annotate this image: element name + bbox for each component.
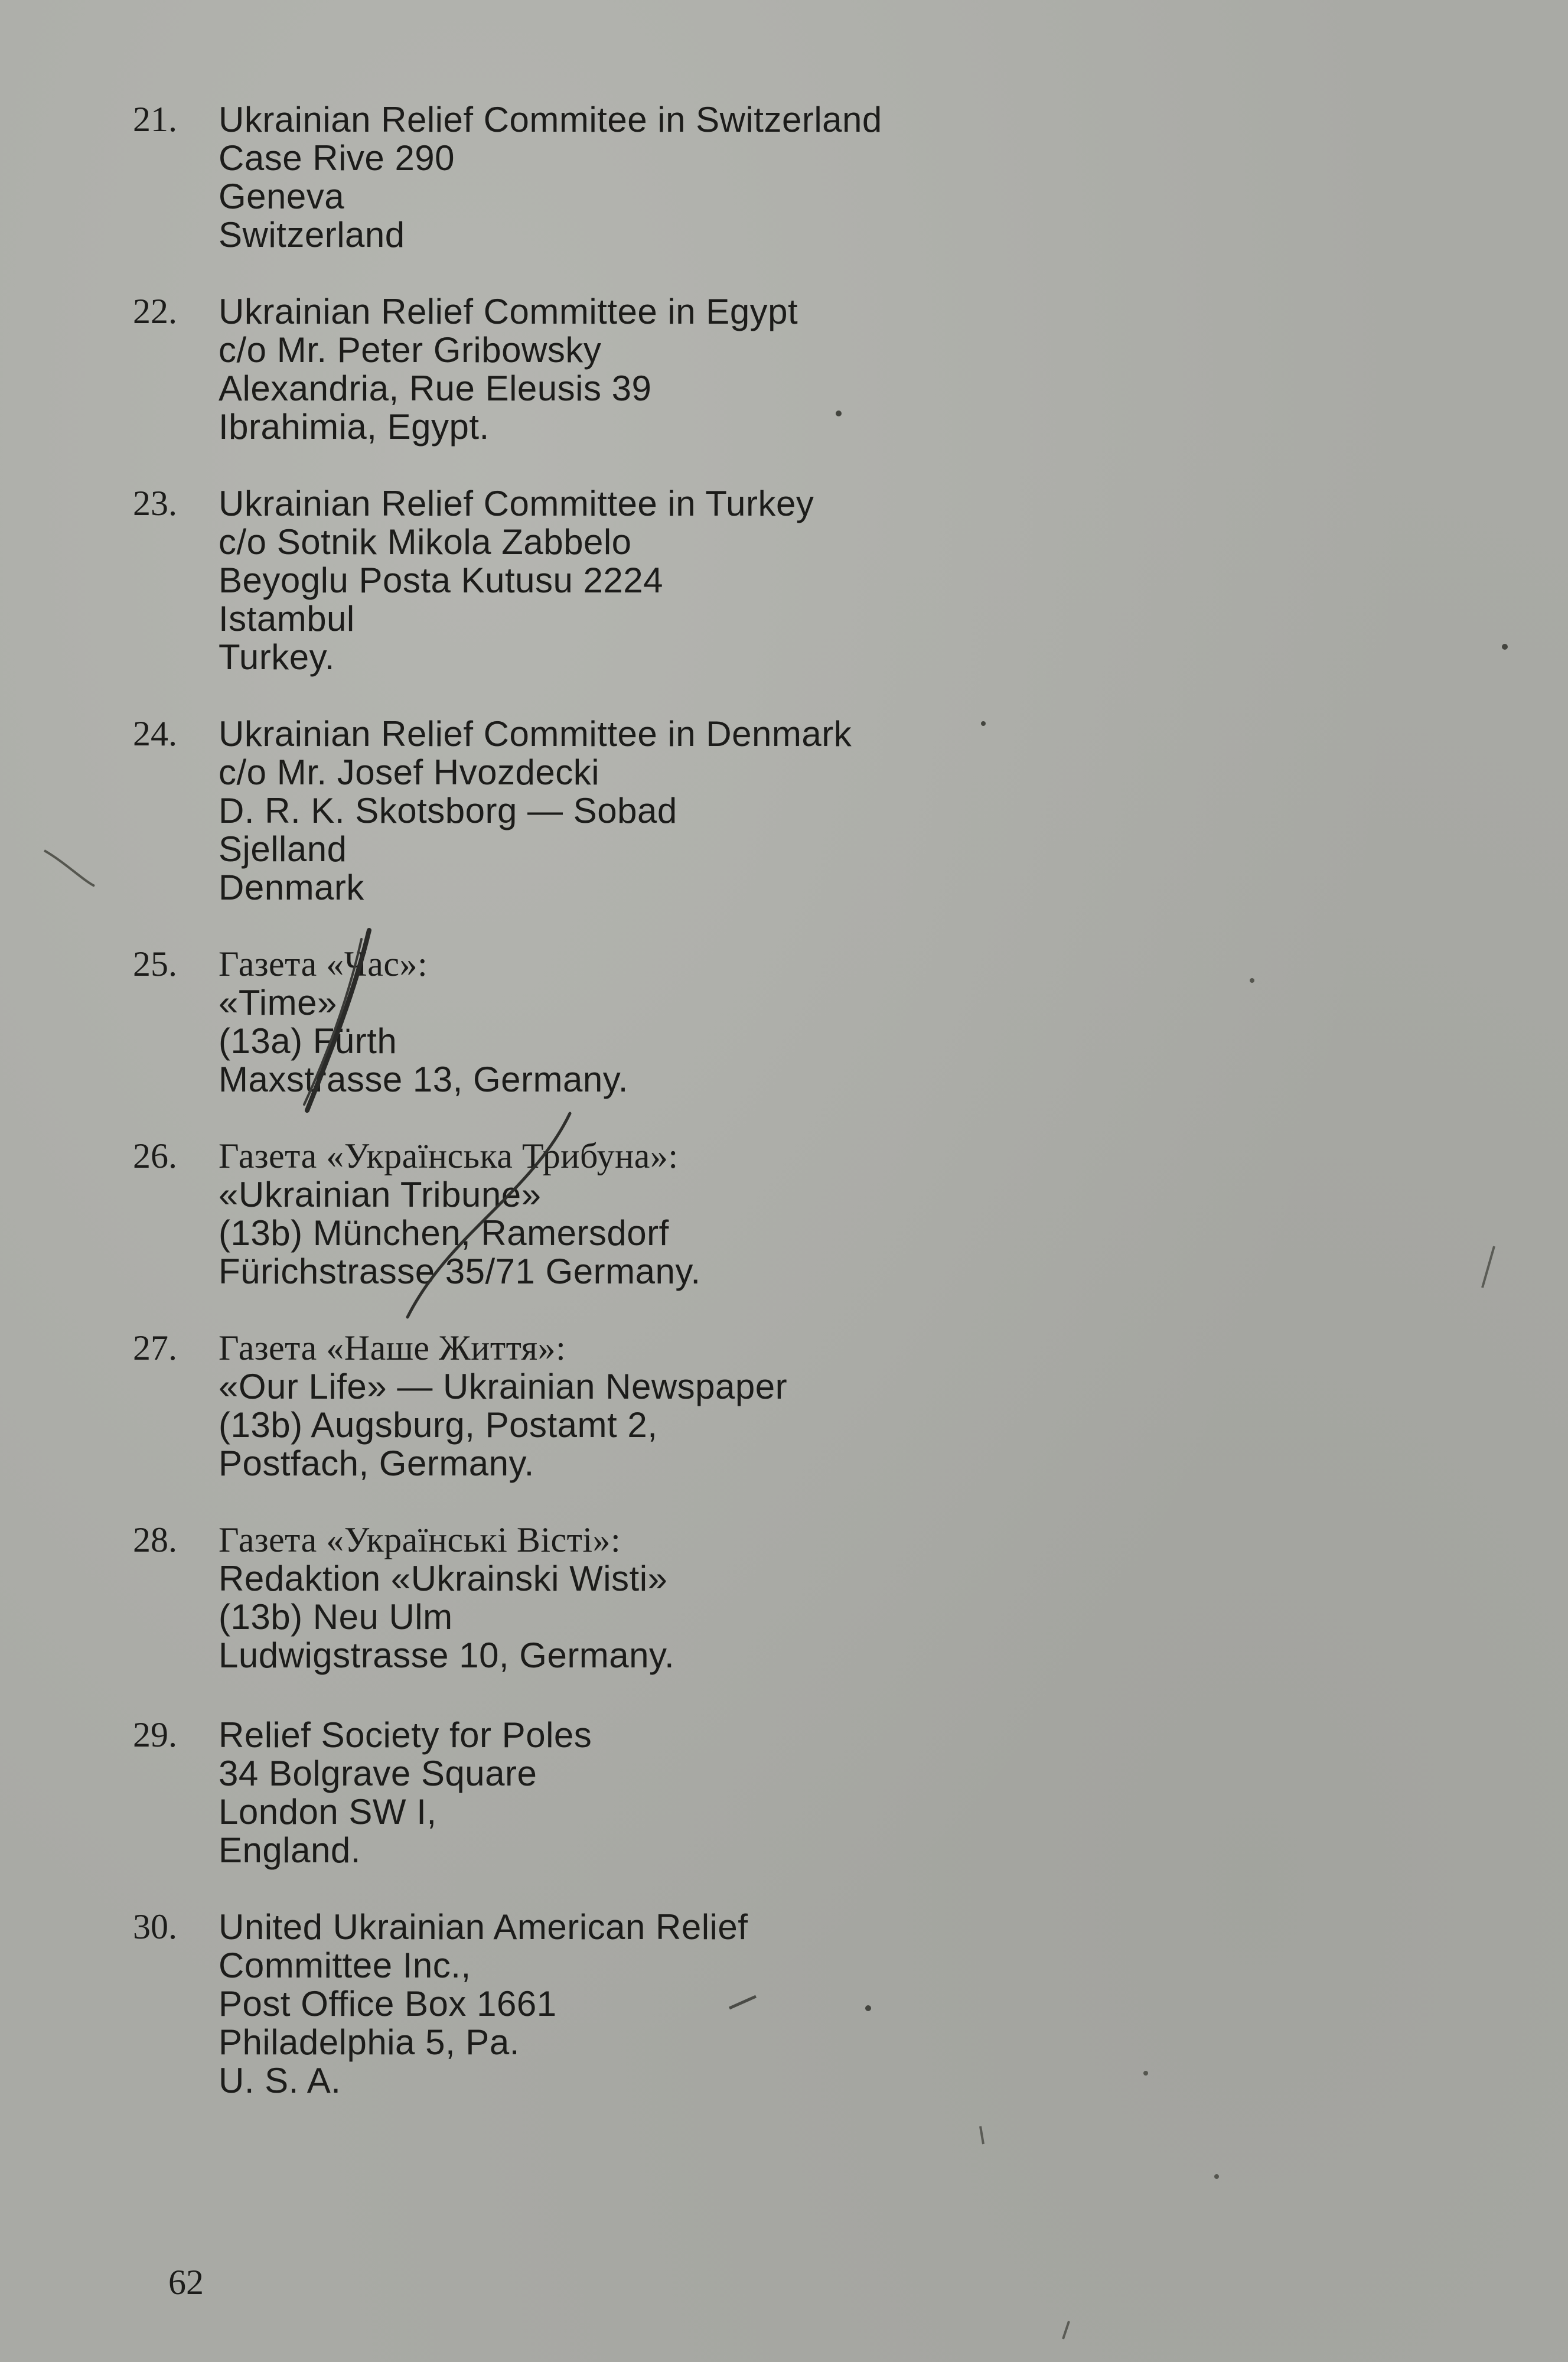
- margin-mark: [1482, 1246, 1494, 1288]
- entry-line: Beyoglu Posta Kutusu 2224: [219, 561, 664, 600]
- entry-line: Turkey.: [219, 637, 335, 677]
- entry-line: Post Office Box 1661: [219, 1984, 557, 2024]
- entry-number: 28.: [133, 1520, 177, 1559]
- margin-mark: [729, 1996, 756, 2008]
- pencil-strike-mark: [408, 1113, 570, 1317]
- entry-line: Postfach, Germany.: [219, 1444, 534, 1483]
- entry-number: 23.: [133, 484, 177, 523]
- entry-line: Relief Society for Poles: [219, 1715, 592, 1755]
- speck: [836, 411, 842, 416]
- entry-number: 25.: [133, 944, 177, 983]
- speck: [1143, 2071, 1148, 2076]
- entry-number: 24.: [133, 714, 177, 753]
- entry-line: U. S. A.: [219, 2061, 341, 2100]
- speck: [865, 2005, 871, 2011]
- entry-line: D. R. K. Skotsborg — Sobad: [219, 791, 677, 830]
- entry-line: Ukrainian Relief Commitee in Switzerland: [219, 100, 882, 139]
- entry-number: 29.: [133, 1715, 177, 1754]
- margin-mark: [44, 851, 94, 886]
- entry-line: (13b) Augsburg, Postamt 2,: [219, 1405, 658, 1445]
- page-number: 62: [168, 2263, 204, 2302]
- entry-line: Газета «Час»:: [219, 944, 428, 983]
- entry-number: 30.: [133, 1907, 177, 1946]
- entry-line: Switzerland: [219, 215, 405, 255]
- entry-line: c/o Mr. Peter Gribowsky: [219, 330, 602, 370]
- entry-line: Ukrainian Relief Committee in Turkey: [219, 484, 814, 523]
- entry-line: England.: [219, 1830, 361, 1870]
- entry-line: c/o Sotnik Mikola Zabbelo: [219, 522, 632, 562]
- entry-number: 26.: [133, 1136, 177, 1175]
- entry-line: London SW I,: [219, 1792, 437, 1832]
- entry-line: «Our Life» — Ukrainian Newspaper: [219, 1367, 788, 1406]
- entry-line: Alexandria, Rue Eleusis 39: [219, 369, 652, 408]
- entry-line: Ibrahimia, Egypt.: [219, 407, 490, 447]
- entry-line: United Ukrainian American Relief: [219, 1907, 748, 1947]
- margin-mark: [980, 2126, 983, 2144]
- entry-line: «Time»: [219, 983, 337, 1022]
- entry-line: Committee Inc.,: [219, 1946, 471, 1985]
- entry-line: Ludwigstrasse 10, Germany.: [219, 1636, 675, 1675]
- entry-line: Case Rive 290: [219, 138, 455, 178]
- speck: [1502, 644, 1508, 650]
- entry-line: Maxstrasse 13, Germany.: [219, 1060, 628, 1099]
- entry-line: (13b) Neu Ulm: [219, 1597, 453, 1637]
- pencil-strike-mark: [304, 939, 361, 1105]
- entry-line: Denmark: [219, 868, 364, 907]
- entry-number: 27.: [133, 1328, 177, 1367]
- entry-number: 21.: [133, 100, 177, 139]
- speck: [981, 721, 986, 726]
- entry-line: Philadelphia 5, Pa.: [219, 2022, 520, 2062]
- entry-line: (13a) Fürth: [219, 1021, 397, 1061]
- entry-line: Газета «Українські Вісті»:: [219, 1520, 621, 1559]
- entry-line: Ukrainian Relief Committee in Denmark: [219, 714, 852, 754]
- entry-number: 22.: [133, 292, 177, 331]
- entry-line: Sjelland: [219, 829, 347, 869]
- entry-line: Geneva: [219, 177, 345, 216]
- entry-line: Ukrainian Relief Committee in Egypt: [219, 292, 798, 331]
- entry-line: (13b) München, Ramersdorf: [219, 1213, 669, 1253]
- entry-line: Redaktion «Ukrainski Wisti»: [219, 1559, 668, 1598]
- entry-line: Fürichstrasse 35/71 Germany.: [219, 1252, 701, 1291]
- entry-line: Газета «Українська Трибуна»:: [219, 1136, 679, 1175]
- entry-line: Газета «Наше Життя»:: [219, 1328, 566, 1367]
- entry-line: 34 Bolgrave Square: [219, 1754, 537, 1793]
- entry-line: c/o Mr. Josef Hvozdecki: [219, 752, 600, 792]
- margin-mark: [1063, 2321, 1069, 2339]
- speck: [1214, 2174, 1219, 2179]
- entry-line: «Ukrainian Tribune»: [219, 1175, 542, 1214]
- entry-line: Istambul: [219, 599, 355, 638]
- speck: [1250, 978, 1254, 983]
